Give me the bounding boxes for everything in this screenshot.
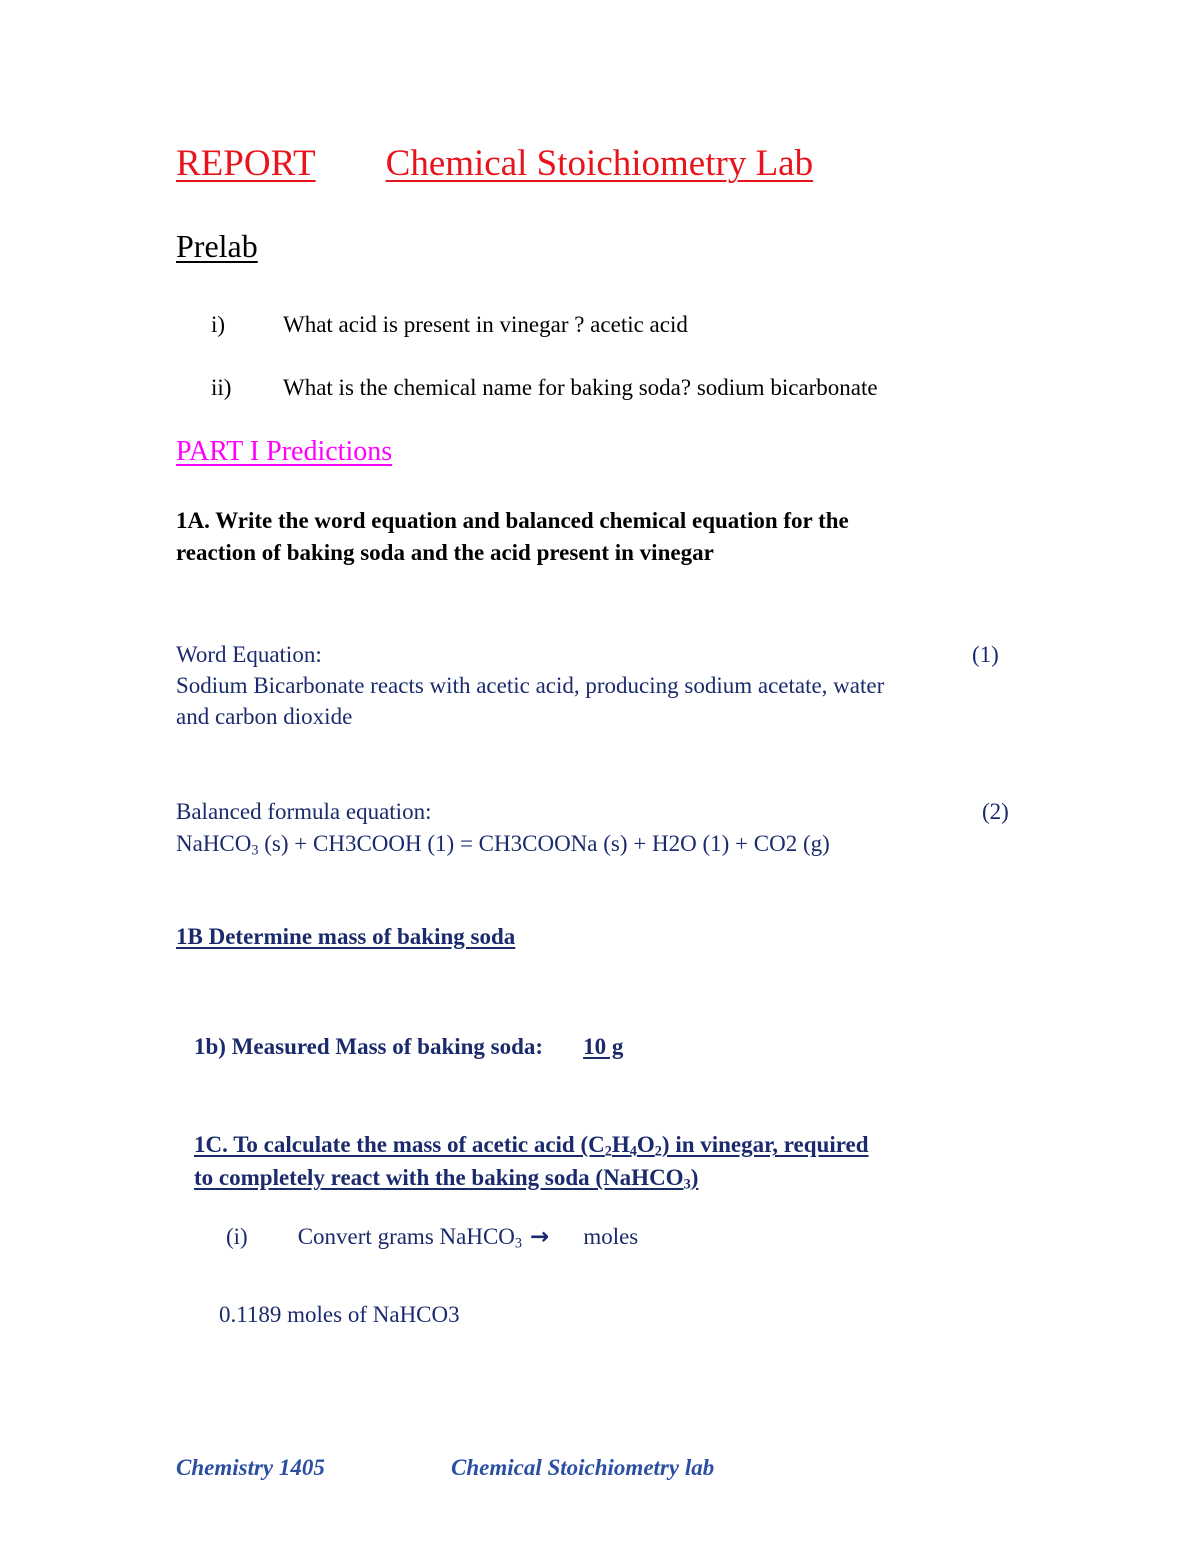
convert-step (226, 1224, 638, 1250)
step-subscript: 3 (514, 1235, 523, 1252)
formula-part: NaHCO (176, 831, 252, 856)
report-title (176, 142, 813, 185)
word-equation-label: Word Equation: (176, 642, 322, 667)
report-label: REPORT (176, 143, 316, 184)
text-part: ) (690, 1165, 699, 1190)
formula-equation-marks: (2) (982, 799, 1009, 824)
word-equation-line2: and carbon dioxide (176, 704, 353, 729)
text-part: H (611, 1132, 630, 1157)
question-number: ii) (211, 375, 232, 400)
subscript: 3 (683, 1176, 691, 1193)
question-number: i) (211, 312, 226, 337)
lab-title: Chemical Stoichiometry Lab (385, 143, 814, 184)
measured-mass-label: 1b) Measured Mass of baking soda: (194, 1034, 544, 1059)
text-part: O (636, 1132, 655, 1157)
text-part: to completely react with the baking soda (NaHCO (194, 1165, 684, 1190)
formula-part: (s) + CH3COOH (1) = CH3COONa (s) + H2O (1) + CO2 (g) (258, 831, 830, 856)
prelab-question-2 (211, 375, 1111, 405)
prelab-heading: Prelab (176, 228, 258, 264)
question-text: What acid is present in vinegar ? acetic acid (283, 312, 688, 337)
section-1c-heading (194, 1128, 869, 1194)
question-1a-line2: reaction of baking soda and the acid present in vinegar (176, 540, 714, 565)
section-1c-line1 (194, 1128, 869, 1161)
formula-subscript: 3 (251, 842, 259, 859)
word-equation-line1: Sodium Bicarbonate reacts with acetic acid, producing sodium acetate, water (176, 673, 885, 698)
subscript: 4 (629, 1143, 637, 1160)
measured-mass-value: 10 g (583, 1034, 624, 1059)
formula-equation (176, 831, 830, 857)
prelab-question-1 (211, 312, 1111, 342)
subscript: 2 (654, 1143, 662, 1160)
text-part: 1C. To calculate the mass of acetic acid (C (194, 1132, 605, 1157)
measured-mass-line (194, 1034, 643, 1060)
question-1a-line1: 1A. Write the word equation and balanced chemical equation for the (176, 508, 849, 533)
word-equation-marks: (1) (972, 642, 999, 667)
section-1b-heading: 1B Determine mass of baking soda (176, 924, 516, 949)
subscript: 2 (604, 1143, 612, 1160)
step-number: (i) (226, 1224, 248, 1249)
step-text: Convert grams NaHCO (297, 1224, 515, 1249)
step-end: moles (583, 1224, 639, 1249)
moles-result: 0.1189 moles of NaHCO3 (219, 1302, 460, 1327)
formula-equation-label: Balanced formula equation: (176, 799, 432, 824)
footer-course: Chemistry 1405 (176, 1455, 325, 1480)
text-part: ) in vinegar, required (661, 1132, 869, 1157)
section-1c-line2 (194, 1161, 869, 1194)
part1-heading: PART I Predictions (176, 436, 393, 467)
question-text: What is the chemical name for baking soda? sodium bicarbonate (283, 375, 878, 400)
footer-title: Chemical Stoichiometry lab (451, 1455, 715, 1480)
question-1a (176, 505, 849, 569)
arrow-right-icon: → (530, 1224, 550, 1250)
